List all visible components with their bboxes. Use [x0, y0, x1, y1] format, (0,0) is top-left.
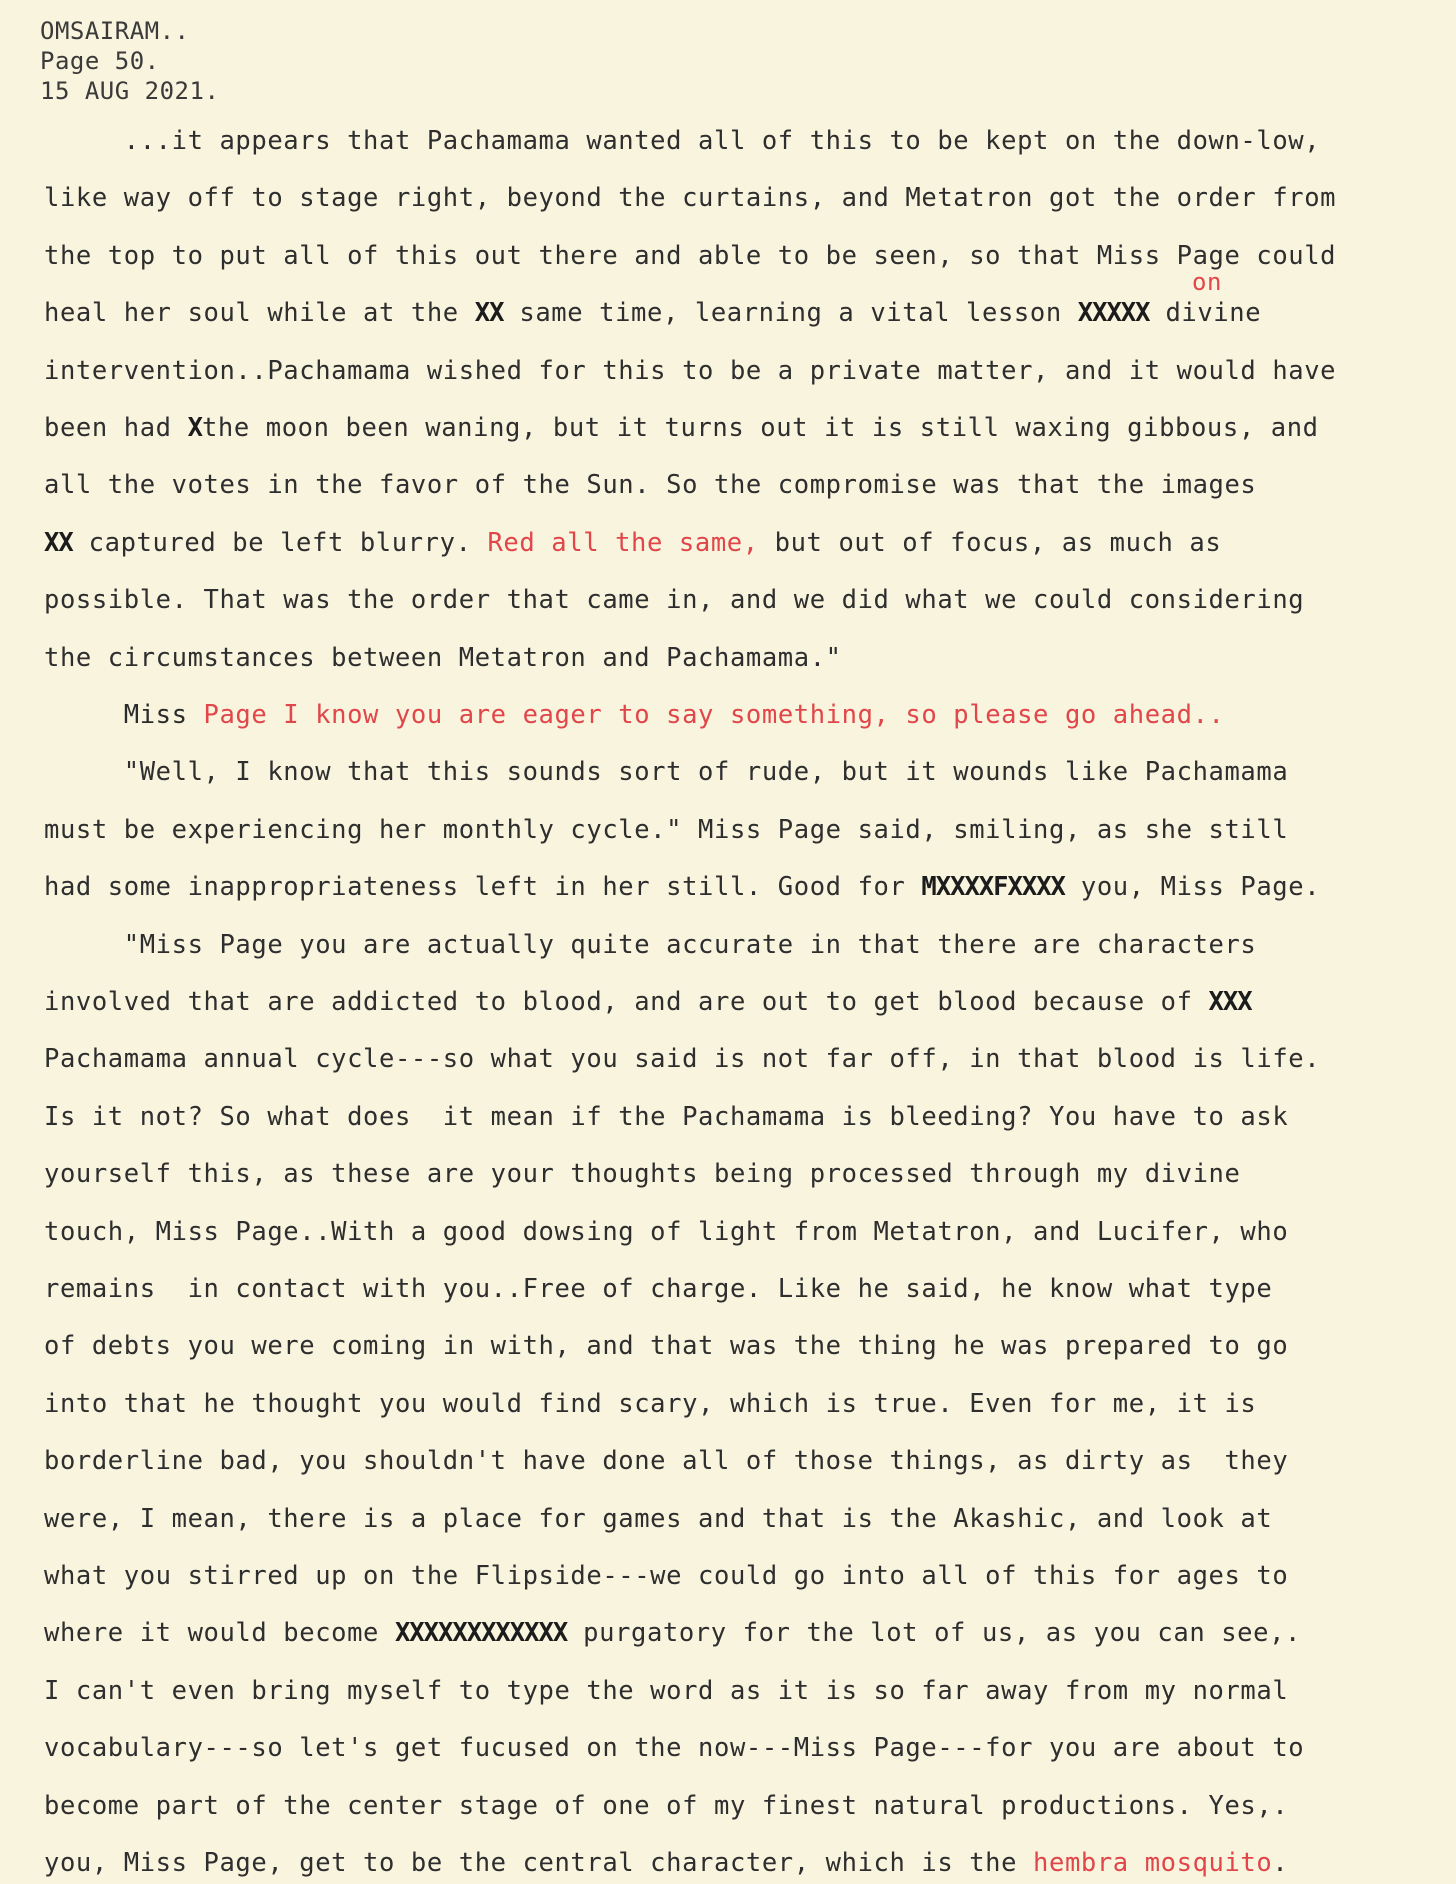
text-line [44, 1389, 1256, 1419]
text-segment: remains in contact with you..Free of charge. Like he said, he know what type [44, 1274, 1273, 1304]
struck-out-text: XXXXX [1077, 298, 1150, 329]
text-line [44, 1676, 1288, 1706]
text-segment: "Well, I know that this sounds sort of rude, but it wounds like Pachamama [44, 757, 1289, 788]
text-segment: been had [44, 413, 188, 443]
text-segment: like way off to stage right, beyond the curtains, and Metatron got the order from [44, 183, 1337, 214]
header-title: OMSAIRAM.. [40, 17, 190, 45]
text-segment: must be experiencing her monthly cycle." Miss Page said, smiling, as she still [44, 814, 1289, 845]
page-header [40, 16, 219, 106]
text-segment: you, Miss Page. [1064, 872, 1321, 903]
text-segment: I can't even bring myself to type the word as it is so far away from my normal [44, 1675, 1289, 1706]
text-segment: into that he thought you would find scary, which is true. Even for me, it is [44, 1388, 1257, 1419]
text-line [44, 1217, 1288, 1247]
text-line [44, 126, 1320, 156]
text-segment: involved that are addicted to blood, and are out to get blood because of [44, 987, 1209, 1017]
text-segment: ...it appears that Pachamama wanted all of this to be kept on the down-low, [44, 126, 1321, 156]
text-segment: captured be left blurry. [72, 527, 488, 558]
text-segment: borderline bad, you shouldn't have done all of those things, as dirty as they [44, 1446, 1289, 1477]
header-page-number: Page 50. [40, 47, 160, 75]
text-segment: of debts you were coming in with, and that was the thing he was prepared to go [44, 1331, 1289, 1362]
text-line [44, 183, 1336, 213]
text-segment: the circumstances between Metatron and Pachamama." [44, 642, 842, 673]
text-segment: . [1272, 1848, 1289, 1878]
text-segment: possible. That was the order that came in, and we did what we could considering [44, 585, 1305, 616]
text-line [44, 987, 1252, 1017]
red-text-segment: Page I know you are eager to say something, so please go ahead.. [203, 700, 1225, 730]
text-line [44, 1044, 1320, 1074]
text-segment [44, 700, 124, 730]
text-line [44, 700, 1224, 730]
text-segment: Pachamama annual cycle---so what you said is not far off, in that blood is life. [44, 1044, 1321, 1075]
text-line [44, 757, 1288, 787]
text-line [44, 470, 1256, 500]
text-segment: were, I mean, there is a place for games and that is the Akashic, and look at [44, 1503, 1273, 1534]
text-segment: vocabulary---so let's get fucused on the now---Miss Page---for you are about to [44, 1733, 1305, 1764]
text-segment: had some inappropriateness left in her still. Good for [44, 872, 922, 903]
text-line [44, 241, 1336, 271]
text-segment: become part of the center stage of one of my finest natural productions. Yes,. [44, 1790, 1289, 1821]
text-line [44, 1274, 1272, 1304]
text-segment: the moon been waning, but it turns out it is still waxing gibbous, and [201, 413, 1319, 443]
text-line [44, 1791, 1288, 1821]
text-segment: Miss [123, 700, 204, 730]
text-segment: "Miss Page you are actually quite accurate in that there are characters [44, 929, 1257, 960]
red-text-segment: hembra mosquito [1033, 1848, 1273, 1878]
text-line [44, 1561, 1288, 1591]
text-line [44, 1331, 1288, 1361]
text-segment: same time, learning a vital lesson [503, 298, 1078, 329]
header-date: 15 AUG 2021. [40, 77, 220, 105]
text-line [44, 356, 1336, 386]
text-line [44, 413, 1319, 443]
text-segment: the top to put all of this out there and able to be seen, so that Miss Page could [44, 240, 1337, 271]
text-line [44, 815, 1288, 845]
text-segment: you, Miss Page, get to be the central character, which is the [44, 1848, 1034, 1878]
text-segment: all the votes in the favor of the Sun. So the compromise was that the images [44, 470, 1257, 501]
struck-out-text: XX [474, 298, 504, 329]
text-segment: intervention..Pachamama wished for this to be a private matter, and it would have [44, 355, 1337, 386]
text-segment: purgatory for the lot of us, as you can see,. [567, 1618, 1301, 1649]
struck-out-text: XXXXXXXXXXXX [394, 1618, 568, 1649]
text-segment: but out of focus, as much as [758, 527, 1222, 558]
text-segment: heal her soul while at the [44, 298, 475, 329]
text-segment: divine [1149, 298, 1262, 329]
text-line [44, 298, 1261, 328]
red-text-segment: Red all the same, [487, 527, 759, 558]
handwritten-insertion: on [1192, 268, 1222, 296]
struck-out-text: X [187, 413, 202, 443]
text-line [44, 1618, 1301, 1648]
text-line [44, 930, 1256, 960]
text-line [44, 528, 1221, 558]
text-line [44, 872, 1320, 902]
text-segment: Is it not? So what does it mean if the Pachamama is bleeding? You have to ask [44, 1101, 1289, 1132]
text-line [44, 643, 842, 673]
text-line [44, 1159, 1240, 1189]
text-segment: what you stirred up on the Flipside---we could go into all of this for ages to [44, 1561, 1289, 1591]
text-line [44, 1102, 1288, 1132]
text-segment: where it would become [44, 1618, 395, 1649]
text-segment: touch, Miss Page..With a good dowsing of light from Metatron, and Lucifer, who [44, 1216, 1289, 1247]
struck-out-text: XXX [1208, 987, 1252, 1017]
struck-out-text: MXXXXFXXXX [921, 872, 1065, 903]
text-line [44, 1446, 1288, 1476]
text-line [44, 585, 1304, 615]
text-line [44, 1733, 1304, 1763]
text-line [44, 1848, 1288, 1878]
struck-out-text: XX [44, 527, 73, 558]
text-segment: yourself this, as these are your thoughts being processed through my divine [44, 1159, 1241, 1190]
text-line [44, 1504, 1272, 1534]
